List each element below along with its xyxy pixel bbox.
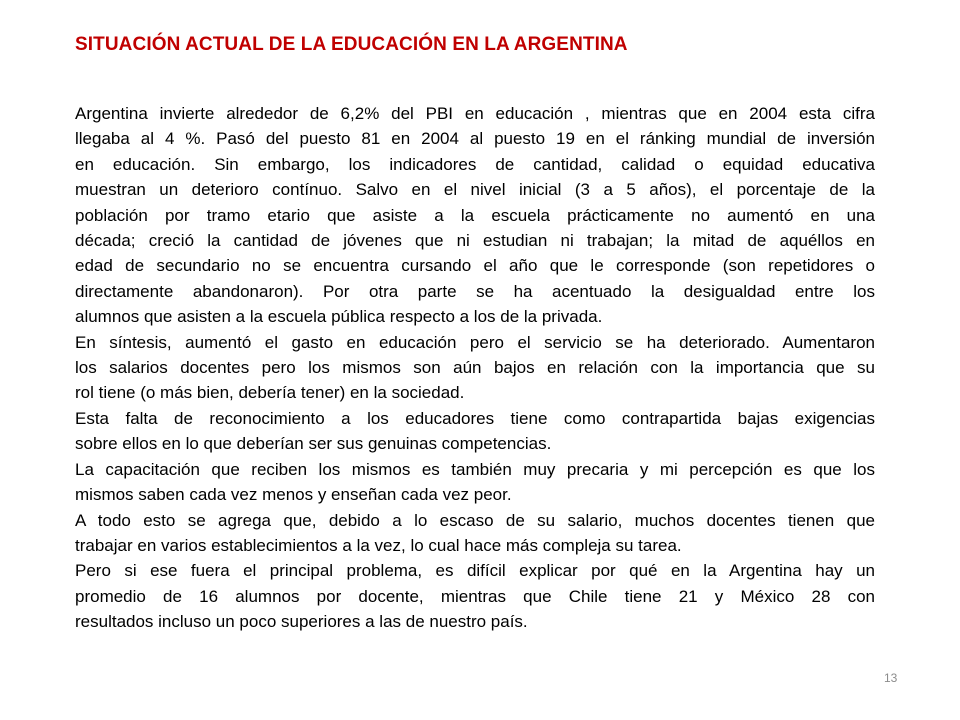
body-line: mismos saben cada vez menos y enseñan cada vez peor. — [75, 485, 512, 505]
page-number: 13 — [884, 671, 898, 685]
body-line: en educación. Sin embargo, los indicadores de cantidad, calidad o equidad educativa — [75, 154, 875, 174]
body-line: directamente abandonaron). Por otra parte se ha acentuado la desigualdad entre los — [75, 281, 875, 301]
body-line: Pero si ese fuera el principal problema, es difícil explicar por qué en la Argentina hay un — [75, 561, 875, 581]
body-line: Argentina invierte alrededor de 6,2% del PBI en educación , mientras que en 2004 esta cifra — [75, 104, 875, 123]
slide-body-text — [75, 101, 875, 635]
body-line: muestran un deterioro contínuo. Salvo en el nivel inicial (3 a 5 años), el porcentaje de la — [75, 180, 875, 200]
body-line: alumnos que asisten a la escuela pública respecto a los de la privada. — [75, 307, 603, 327]
slide-title: SITUACIÓN ACTUAL DE LA EDUCACIÓN EN LA ARGENTINA — [75, 34, 628, 55]
body-line: población por tramo etario que asiste a la escuela prácticamente no aumentó en una — [75, 205, 875, 225]
body-line: A todo esto se agrega que, debido a lo escaso de su salario, muchos docentes tienen que — [75, 510, 875, 530]
body-line: los salarios docentes pero los mismos son aún bajos en relación con la importancia que su — [75, 358, 875, 378]
body-line: En síntesis, aumentó el gasto en educación pero el servicio se ha deteriorado. Aumentaron — [75, 332, 875, 352]
body-line: rol tiene (o más bien, debería tener) en la sociedad. — [75, 383, 465, 403]
body-line: La capacitación que reciben los mismos es también muy precaria y mi percepción es que los — [75, 459, 875, 479]
body-line: promedio de 16 alumnos por docente, mientras que Chile tiene 21 y México 28 con — [75, 586, 875, 606]
body-line: sobre ellos en lo que deberían ser sus genuinas competencias. — [75, 434, 552, 454]
body-line: Esta falta de reconocimiento a los educadores tiene como contrapartida bajas exigencias — [75, 408, 875, 428]
body-line: resultados incluso un poco superiores a las de nuestro país. — [75, 612, 528, 632]
body-line: década; creció la cantidad de jóvenes que ni estudian ni trabajan; la mitad de aquéllos en — [75, 231, 875, 251]
body-line: trabajar en varios establecimientos a la vez, lo cual hace más compleja su tarea. — [75, 535, 682, 555]
body-line: edad de secundario no se encuentra cursando el año que le corresponde (son repetidores o — [75, 256, 875, 276]
body-line: llegaba al 4 %. Pasó del puesto 81 en 2004 al puesto 19 en el ránking mundial de inversión — [75, 129, 875, 149]
